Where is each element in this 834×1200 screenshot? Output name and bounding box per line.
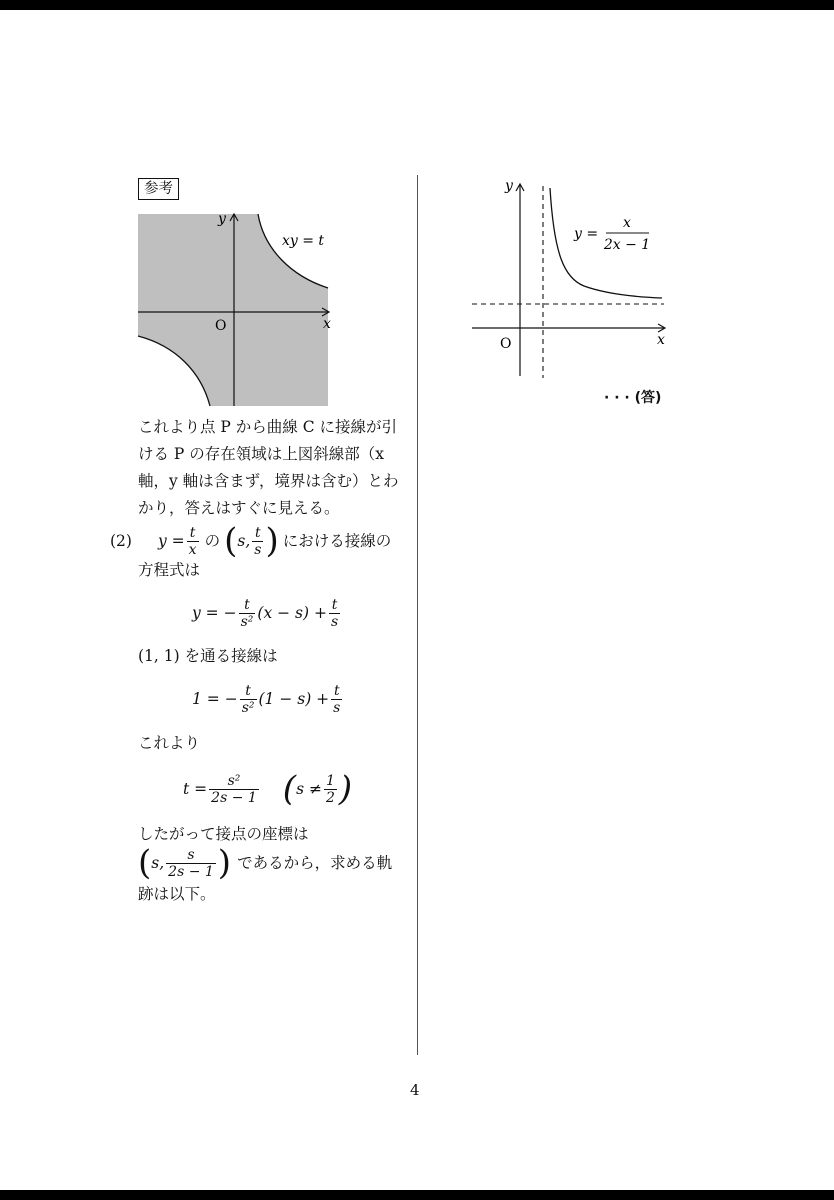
equation-t: t = $\frac{\text{s²}}{2s - 1}$ ( s ≠ $\frac{1}{2}$ ): [183, 769, 353, 809]
equation-label-y: y =: [574, 226, 599, 242]
part2-number: (2): [110, 532, 132, 550]
line-pass: (1, 1) を通る接線は: [138, 647, 278, 665]
reference-label: 参考: [138, 178, 179, 200]
curve-label: xy = t: [282, 233, 325, 249]
top-black-bar: [0, 0, 834, 10]
y-axis-label: y: [505, 178, 513, 194]
equation-pass: 1 = − $\frac{t}{\text{s²}}$ (1 − s) + $\frac{t}{s}$: [192, 682, 341, 716]
part2-s: s,: [237, 532, 251, 550]
x-axis-label: x: [323, 316, 331, 332]
line-shita: したがって接点の座標は: [138, 825, 309, 843]
part2-y-eq: y =: [158, 532, 185, 550]
part2-fraction-ts: $\frac{t}{s}$: [254, 524, 262, 558]
line-kore: これより: [138, 734, 201, 752]
reference-graph: [136, 204, 336, 410]
line-last: 跡は以下。: [138, 885, 216, 903]
part2-line1: y = $\frac{t}{x}$ の ( s, $\frac{t}{s}$ ) における接線の: [158, 521, 392, 561]
para1-line1: これより点 P から曲線 C に接線が引: [138, 418, 397, 436]
para1-line4: かり，答えはすぐに見える。: [138, 499, 340, 517]
para1-line2: ける P の存在領域は上図斜線部（x: [138, 445, 385, 463]
origin-label: O: [215, 318, 227, 334]
part2-no: の: [204, 532, 221, 550]
equation-tangent: y = − $\frac{t}{\text{s²}}$ (x − s) + $\frac{t}{s}$: [192, 596, 339, 630]
origin-label: O: [500, 336, 512, 352]
equation-label-den: 2x − 1: [603, 237, 651, 253]
part2-line2: 方程式は: [138, 561, 201, 579]
answer-mark: · · · (答): [604, 390, 662, 406]
answer-graph: [466, 174, 672, 384]
para1-line3: 軸，y 軸は含まず，境界は含む）とわ: [138, 472, 399, 490]
bottom-black-bar: [0, 1190, 834, 1200]
coordinate-line: ( s, $\frac{s}{2s - 1}$ ) であるから，求める軌: [138, 843, 393, 883]
part2-tail: における接線の: [282, 532, 392, 550]
y-axis-label: y: [218, 211, 226, 227]
column-divider: [417, 175, 418, 1055]
equation-label-num: x: [623, 215, 631, 231]
page-number: 4: [410, 1081, 420, 1099]
part2-fraction: $\frac{t}{x}$: [188, 524, 197, 558]
x-axis-label: x: [657, 332, 665, 348]
